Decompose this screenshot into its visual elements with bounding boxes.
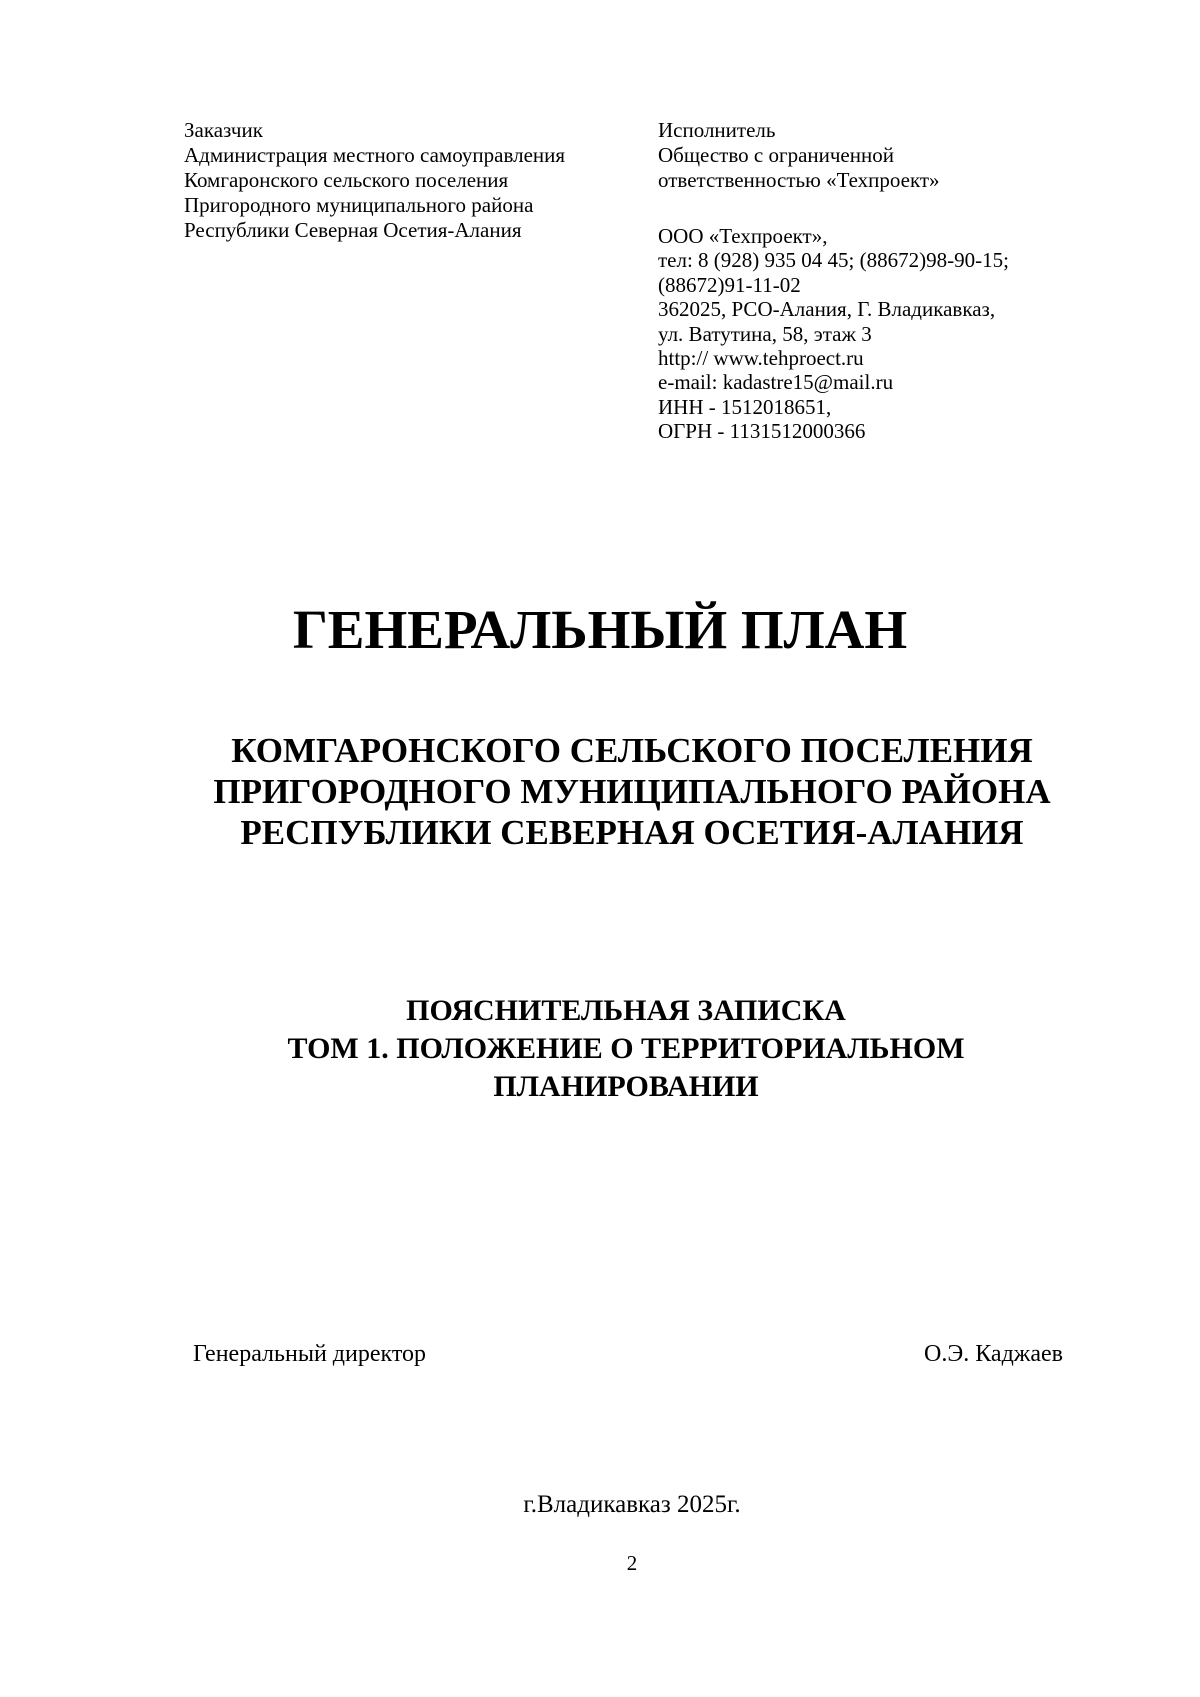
customer-line: Комгаронского сельского поселения — [184, 168, 509, 192]
contractor-ogrn: ОГРН - 1131512000366 — [658, 419, 866, 444]
document-subtitle — [0, 730, 1200, 853]
customer-line: Республики Северная Осетия-Алания — [184, 218, 522, 242]
volume-line: ТОМ 1. ПОЛОЖЕНИЕ О ТЕРРИТОРИАЛЬНОМ — [287, 1032, 965, 1065]
volume-line: ПЛАНИРОВАНИИ — [493, 1070, 759, 1103]
subtitle-line: РЕСПУБЛИКИ СЕВЕРНАЯ ОСЕТИЯ-АЛАНИЯ — [240, 813, 1024, 852]
customer-line: Администрация местного самоуправления — [184, 143, 566, 167]
customer-block — [184, 118, 565, 243]
contractor-address: 362025, РСО-Алания, Г. Владикавказ, — [658, 297, 996, 322]
contractor-inn: ИНН - 1512018651, — [658, 394, 832, 419]
contractor-heading: Исполнитель — [658, 118, 776, 142]
contractor-contacts — [658, 224, 1009, 444]
contractor-company: ООО «Техпроект», — [658, 224, 828, 248]
document-volume-heading — [0, 992, 1200, 1106]
volume-line: ПОЯСНИТЕЛЬНАЯ ЗАПИСКА — [406, 994, 846, 1027]
signature-name: О.Э. Каджаев — [924, 1341, 1063, 1367]
contractor-name-line: ответственностью «Техпроект» — [658, 168, 940, 192]
contractor-phone: тел: 8 (928) 935 04 45; (88672)98-90-15; — [658, 248, 1009, 273]
customer-heading: Заказчик — [184, 118, 263, 142]
document-title: ГЕНЕРАЛЬНЫЙ ПЛАН — [292, 599, 908, 660]
subtitle-line: КОМГАРОНСКОГО СЕЛЬСКОГО ПОСЕЛЕНИЯ — [231, 731, 1033, 770]
contractor-block — [658, 118, 940, 193]
contractor-phone: (88672)91-11-02 — [658, 272, 801, 297]
customer-line: Пригородного муниципального района — [184, 193, 534, 217]
contractor-address: ул. Ватутина, 58, этаж 3 — [658, 321, 872, 346]
contractor-email: e-mail: kadastre15@mail.ru — [658, 370, 894, 395]
contractor-name-line: Общество с ограниченной — [658, 143, 894, 167]
page-number: 2 — [626, 1551, 638, 1575]
contractor-website: http:// www.tehproect.ru — [658, 346, 864, 371]
signature-role: Генеральный директор — [193, 1341, 427, 1367]
place-date: г.Владикавказ 2025г. — [523, 1491, 741, 1518]
subtitle-line: ПРИГОРОДНОГО МУНИЦИПАЛЬНОГО РАЙОНА — [213, 772, 1051, 811]
